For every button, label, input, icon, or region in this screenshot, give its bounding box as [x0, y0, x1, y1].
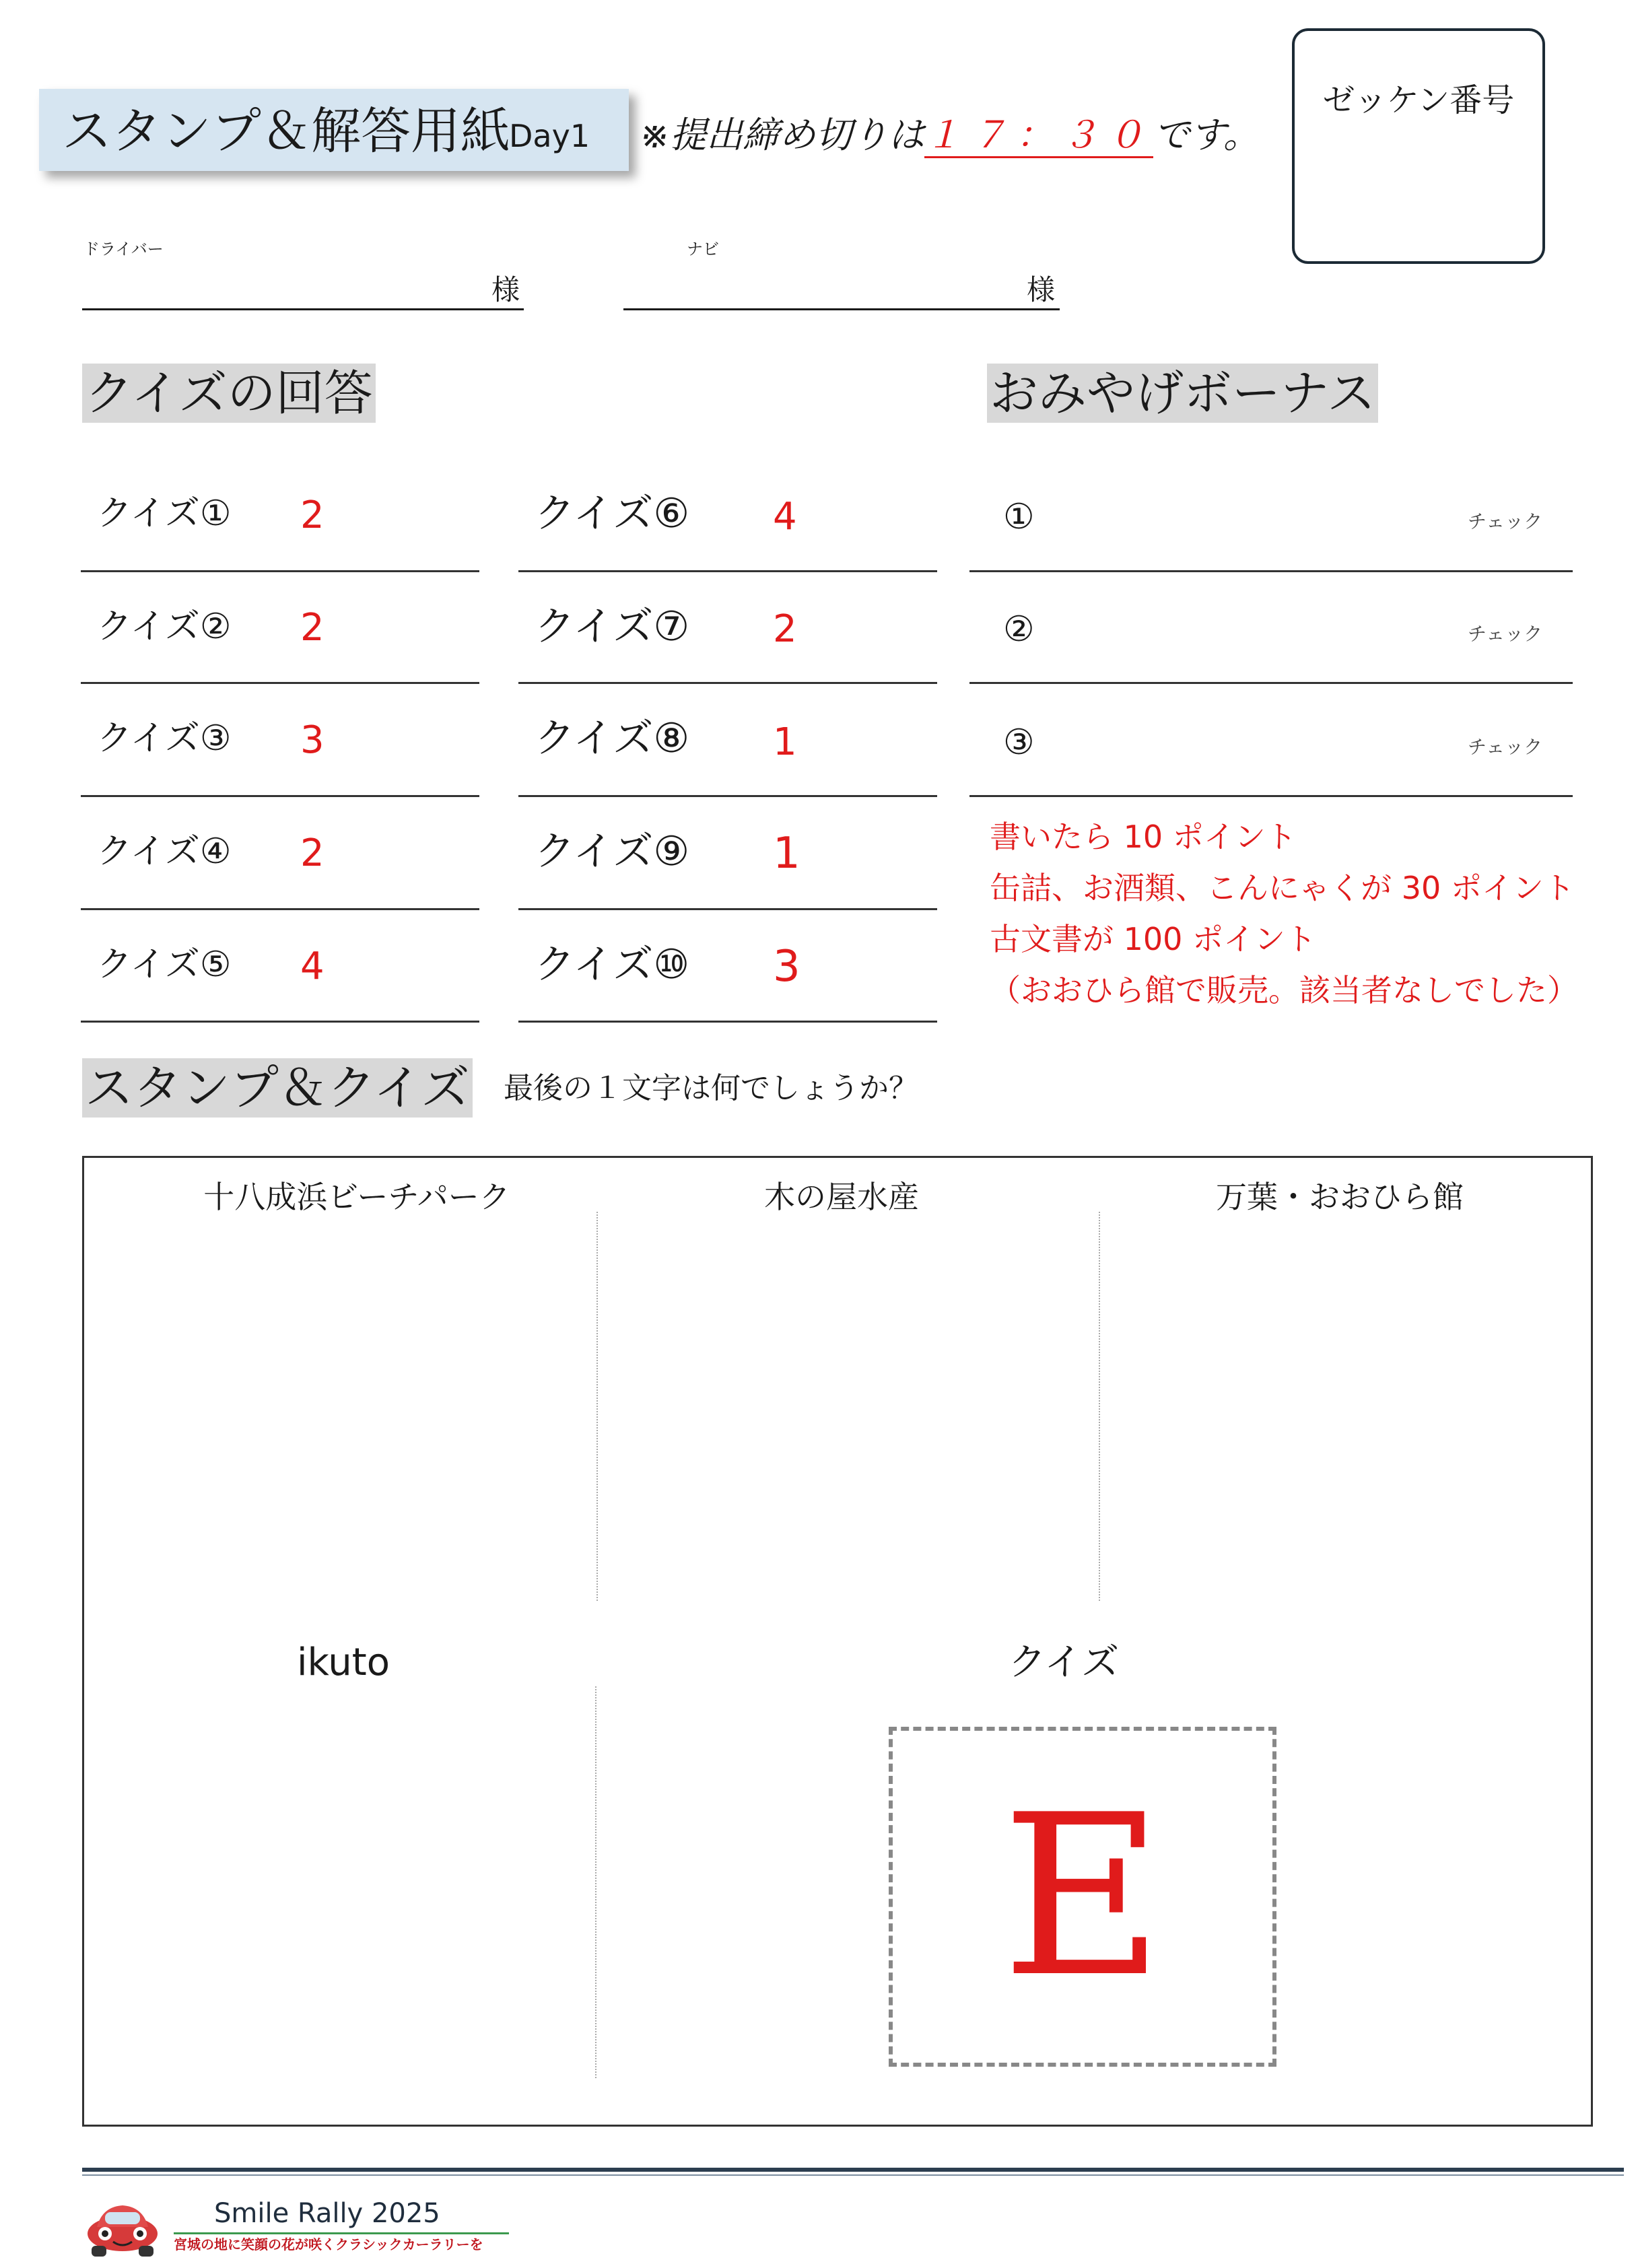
- stamp-quiz-question: 最後の１文字は何でしょうか？: [504, 1071, 918, 1105]
- quiz-row-rule: [518, 908, 937, 910]
- quiz-6-label: クイズ⑥: [535, 490, 690, 537]
- quiz-2-answer[interactable]: 2: [300, 606, 325, 650]
- answer-letter: E: [1001, 1767, 1164, 2026]
- navi-label: ナビ: [687, 240, 719, 259]
- stamp-cell-ikuto: ikuto: [297, 1641, 390, 1684]
- quiz-7-answer[interactable]: 2: [773, 607, 797, 651]
- bonus-note-line: 古文書が 100 ポイント: [990, 921, 1317, 957]
- bonus-row-rule: [969, 682, 1573, 684]
- quiz-3-answer[interactable]: 3: [300, 718, 325, 762]
- footer-rally-title: Smile Rally 2025: [214, 2198, 440, 2229]
- bonus-2-check[interactable]: チェック: [1468, 623, 1543, 645]
- deadline-suffix: です。: [1153, 114, 1260, 156]
- quiz-2-label: クイズ②: [97, 607, 232, 647]
- bonus-3-number: ③: [1003, 722, 1035, 763]
- quiz-row-rule: [518, 1021, 937, 1023]
- bonus-points-note: [990, 811, 1578, 1016]
- bonus-note-line: 缶詰、お酒類、こんにゃくが 30 ポイント: [990, 870, 1575, 906]
- bib-number-box[interactable]: [1292, 28, 1545, 264]
- quiz-row-rule: [81, 1021, 479, 1023]
- quiz-9-answer[interactable]: 1: [773, 829, 800, 879]
- quiz-7-label: クイズ⑦: [535, 603, 690, 650]
- quiz-10-answer[interactable]: 3: [773, 942, 800, 992]
- stamp-quiz-heading: スタンプ＆クイズ: [82, 1058, 473, 1118]
- quiz-answers-heading: クイズの回答: [82, 364, 376, 423]
- quiz-9-label: クイズ⑨: [535, 828, 690, 875]
- quiz-10-label: クイズ⑩: [535, 941, 690, 988]
- stamp-cell-quiz: クイズ: [1008, 1641, 1120, 1684]
- navi-name-field[interactable]: [623, 308, 1060, 310]
- stamp-divider: [595, 1686, 596, 2078]
- quiz-row-rule: [81, 682, 479, 684]
- footer-accent-bar: [174, 2232, 509, 2234]
- quiz-row-rule: [518, 795, 937, 797]
- quiz-8-label: クイズ⑧: [535, 715, 690, 762]
- deadline-prefix: ※提出締め切りは: [640, 114, 925, 156]
- footer-rule: [82, 2168, 1624, 2172]
- quiz-row-rule: [518, 682, 937, 684]
- driver-label: ドライバー: [83, 240, 164, 259]
- quiz-5-label: クイズ⑤: [97, 944, 232, 985]
- quiz-1-answer[interactable]: 2: [300, 493, 325, 537]
- stamp-cell-manyo: 万葉・おおひら館: [1216, 1179, 1464, 1215]
- bib-number-label: ゼッケン番号: [1322, 81, 1515, 119]
- stamp-cell-juhachinari: 十八成浜ビーチパーク: [203, 1179, 510, 1215]
- bonus-2-number: ②: [1003, 609, 1035, 650]
- bonus-1-check[interactable]: チェック: [1468, 510, 1543, 532]
- day-label: Day1: [509, 118, 590, 154]
- bonus-row-rule: [969, 570, 1573, 572]
- bonus-3-check[interactable]: チェック: [1468, 736, 1543, 758]
- stamp-divider: [596, 1212, 598, 1601]
- deadline-note: [640, 112, 1260, 159]
- quiz-3-label: クイズ③: [97, 718, 232, 759]
- stamp-cell-kinoya: 木の屋水産: [764, 1179, 919, 1215]
- bonus-1-number: ①: [1003, 497, 1035, 537]
- quiz-8-answer[interactable]: 1: [773, 720, 797, 764]
- quiz-row-rule: [81, 570, 479, 572]
- quiz-6-answer[interactable]: 4: [773, 495, 797, 539]
- footer-tagline: 宮城の地に笑顔の花が咲くクラシックカーラリーを: [174, 2236, 483, 2253]
- quiz-4-label: クイズ④: [97, 831, 232, 872]
- souvenir-bonus-heading: おみやげボーナス: [987, 364, 1378, 423]
- navi-honorific: 様: [1027, 273, 1056, 306]
- bonus-row-rule: [969, 795, 1573, 797]
- car-logo-icon: [82, 2199, 163, 2259]
- driver-name-field[interactable]: [82, 308, 524, 310]
- stamp-divider: [1099, 1212, 1100, 1601]
- driver-honorific: 様: [491, 273, 520, 306]
- quiz-1-label: クイズ①: [97, 493, 232, 534]
- quiz-row-rule: [81, 908, 479, 910]
- bonus-note-line: （おおひら館で販売。該当者なしでした）: [990, 972, 1578, 1008]
- deadline-time: １７：３０: [924, 114, 1153, 158]
- page-title: スタンプ＆解答用紙: [62, 102, 510, 160]
- bonus-note-line: 書いたら 10 ポイント: [990, 819, 1297, 855]
- footer-rule-thin: [82, 2174, 1624, 2176]
- quiz-row-rule: [81, 795, 479, 797]
- quiz-row-rule: [518, 570, 937, 572]
- quiz-5-answer[interactable]: 4: [300, 944, 325, 988]
- quiz-4-answer[interactable]: 2: [300, 831, 325, 875]
